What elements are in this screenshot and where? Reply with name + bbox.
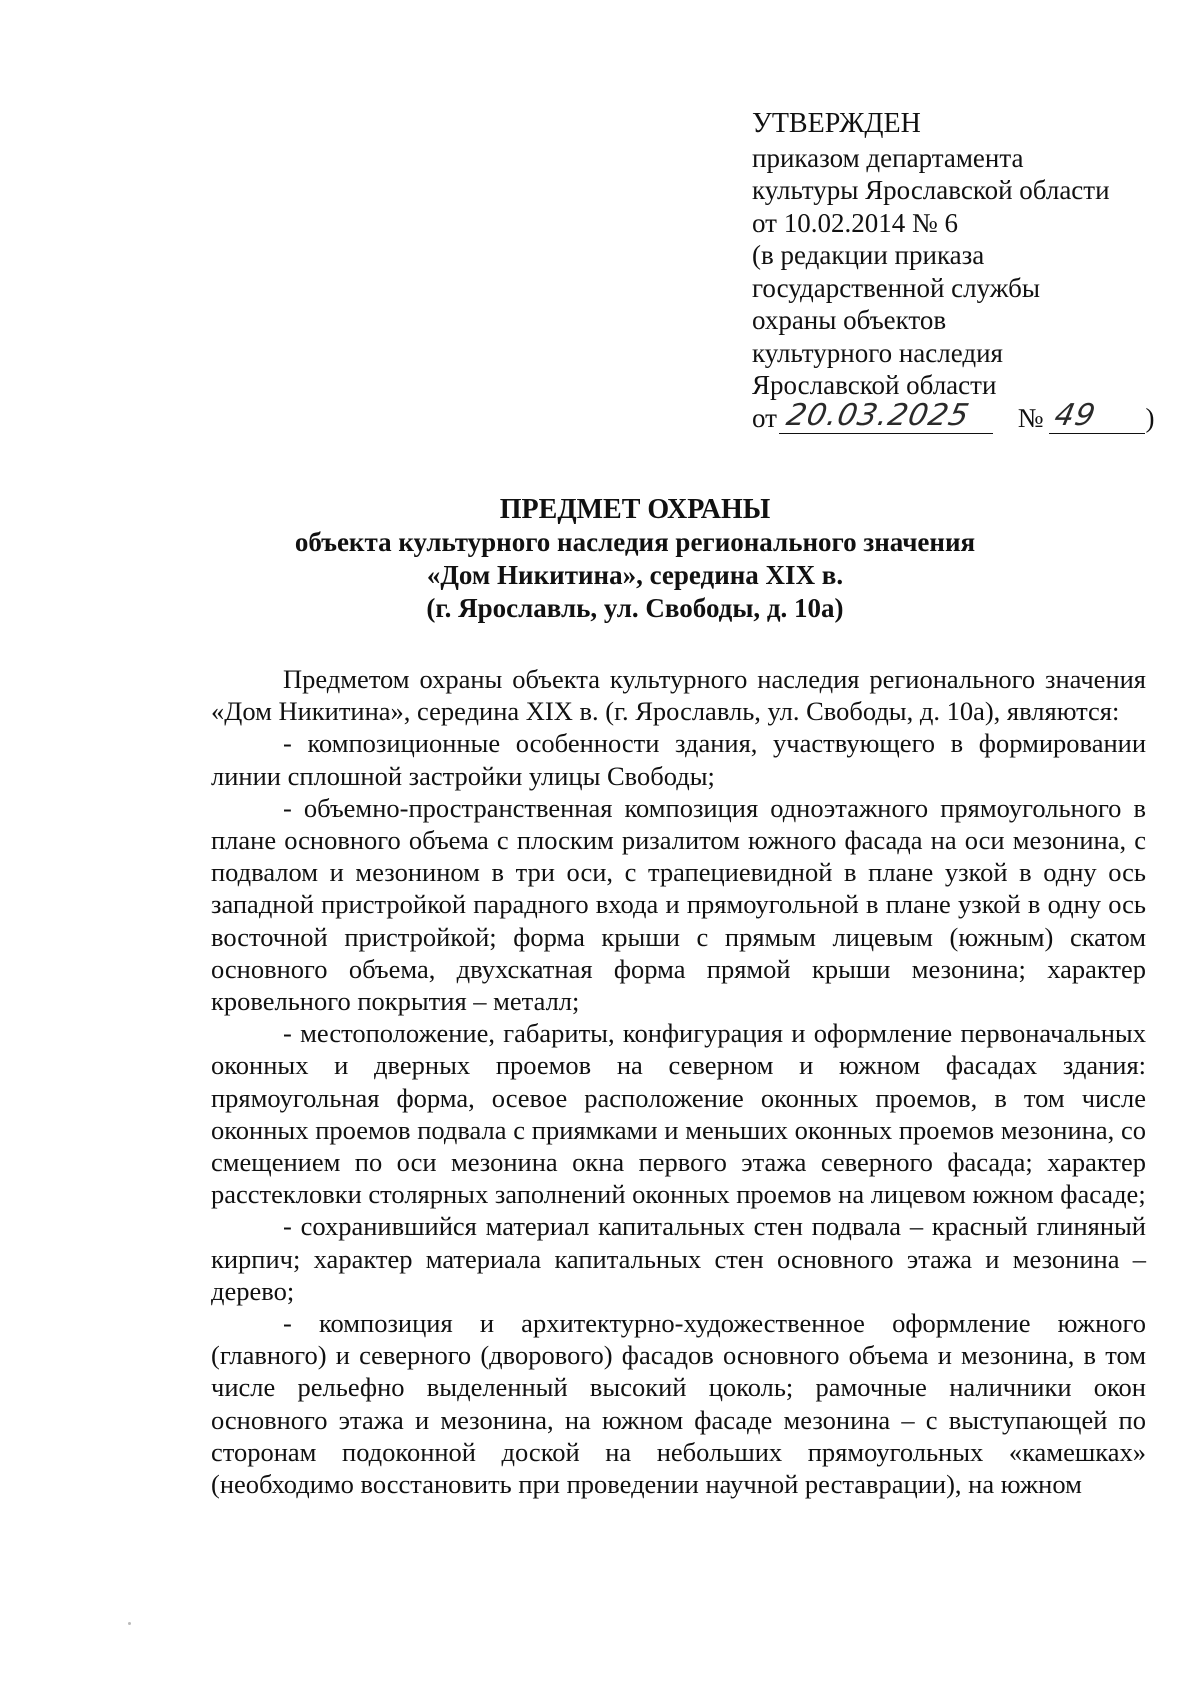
approval-signature-line xyxy=(752,397,1172,435)
title-main: ПРЕДМЕТ ОХРАНЫ xyxy=(499,494,771,525)
approval-line: от 10.02.2014 № 6 xyxy=(752,207,958,238)
approval-heading: УТВЕРЖДЕН xyxy=(752,108,921,139)
title-line: объекта культурного наследия регионального значения xyxy=(294,527,976,557)
handwritten-number: 49 xyxy=(1051,397,1100,433)
title-line: «Дом Никитина», середина XIX в. xyxy=(426,560,844,590)
approval-line: культуры Ярославской области xyxy=(752,175,1110,205)
scan-artifact xyxy=(128,1622,131,1625)
approval-line: Ярославской области xyxy=(752,370,997,400)
list-item: - композиция и архитектурно-художественное оформление южного (главного) и северного (дворового) фасадов основного объема и мезонина, в том числе рельефно выделенный высокий цоколь; рамочные наличники окон основного этажа и мезонина, на южном фасаде мезонина – с выступающей по сторонам подоконной доской на небольших прямоугольных «камешках» (необходимо восстановить при проведении научной реставрации), на южном xyxy=(211,1308,1146,1500)
approval-line: (в редакции приказа xyxy=(752,240,985,270)
number-blank xyxy=(1049,397,1145,434)
list-item: - сохранившийся материал капитальных стен подвала – красный глиняный кирпич; характер материала капитальных стен основного этажа и мезонина – дерево; xyxy=(211,1211,1146,1306)
document-title xyxy=(150,493,1120,625)
approval-line: приказом департамента xyxy=(752,142,1024,173)
list-item: - композиционные особенности здания, участвующего в формировании линии сплошной застройки улицы Свободы; xyxy=(211,728,1146,791)
list-item: - объемно-пространственная композиция одноэтажного прямоугольного в плане основного объема с плоским ризалитом южного фасада на оси мезонина, с подвалом и мезонином в три оси, с трапециевидной в плане узкой в одну ось западной пристройкой парадного входа и прямоугольной в плане узкой в одну ось восточной пристройкой; форма крыши с прямым лицевым (южным) скатом основного объема, двухскатная форма прямой крыши мезонина; характер кровельного покрытия – металл; xyxy=(211,792,1146,1017)
title-line: (г. Ярославль, ул. Свободы, д. 10а) xyxy=(426,593,844,623)
handwritten-date: 20.03.2025 xyxy=(783,397,973,433)
document-body xyxy=(211,663,1146,1500)
approval-line: охраны объектов xyxy=(752,305,947,335)
closing-paren: ) xyxy=(1145,402,1155,433)
list-item: - местоположение, габариты, конфигурация и оформление первоначальных оконных и дверных проемов на северном и южном фасадах здания: прямоугольная форма, осевое расположение оконных проемов, в том числе оконных проемов подвала с приямками и меньших оконных проемов мезонина, со смещением по оси мезонина окна первого этажа северного фасада; характер расстекловки столярных заполнений оконных проемов на лицевом южном фасаде; xyxy=(211,1018,1146,1210)
date-blank xyxy=(779,397,993,434)
approval-block xyxy=(752,108,1172,434)
intro-paragraph: Предметом охраны объекта культурного наследия регионального значения «Дом Никитина», середина XIX в. (г. Ярославль, ул. Свободы, д. 10а), являются: xyxy=(211,664,1146,727)
approval-line: государственной службы xyxy=(752,272,1040,303)
from-prefix: от xyxy=(752,402,777,433)
number-sign: № xyxy=(1017,402,1044,433)
approval-line: культурного наследия xyxy=(752,337,1003,368)
